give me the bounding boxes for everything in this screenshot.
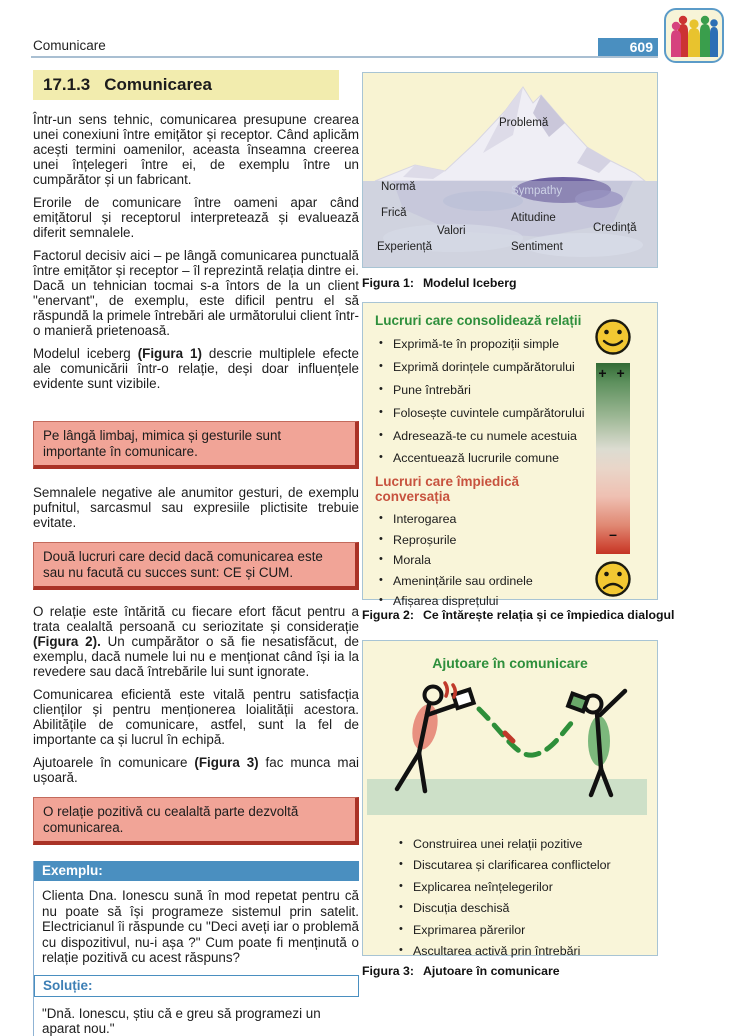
- rating-rail: [594, 313, 632, 609]
- figure2-caption: [362, 608, 674, 622]
- paragraph: Semnalele negative ale anumitor gesturi, de exemplu pufnitul, sarcasmul sau expresiile plictisite trebuie evitate.: [33, 485, 359, 530]
- sad-smiley-icon: [594, 560, 632, 598]
- section-number: 17.1.3: [43, 75, 91, 94]
- helpers-list: [363, 837, 657, 959]
- paragraph: [33, 604, 359, 679]
- paragraph: Factorul decisiv aici – pe lângă comunicarea punctuală între emițător și receptor – îl reprezintă relația dintre ei. Dacă un tehnician tocmai s-a întors de la un client "enervant", de exemplu, este dificil pentru el să răspundă la primele întrebări ale următorului client într-o manieră prietenoasă.: [33, 248, 359, 338]
- figure-reference: (Figura 1): [137, 346, 202, 361]
- list-item: • Accentuează lucrurile comune: [379, 451, 587, 465]
- figure3-caption: [362, 964, 560, 978]
- figure3-caption-label: Figura 3:: [362, 964, 414, 978]
- callout-box: O relație pozitivă cu cealaltă parte dezvoltă comunicarea.: [33, 797, 359, 845]
- figure1-caption: [362, 276, 517, 290]
- left-column: [33, 70, 359, 1036]
- positive-list: [363, 337, 587, 466]
- figure3-helpers-box: [362, 640, 658, 956]
- paragraph-text: Un cumpărător o să fie nesatisfăcut, de exemplu, dacă numele lui nu e menționat când își ia la revedere sau dacă întrebările lui sunt ignorate.: [33, 634, 359, 679]
- paragraph-text: descrie multiplele efecte ale comunicării într-o relație, deși doar influențele evidente sunt vizibile.: [33, 346, 359, 391]
- list-item: • Adresează-te cu numele acestuia: [379, 429, 587, 443]
- positive-negative-scale: [596, 363, 630, 554]
- list-item: • Construirea unei relații pozitive: [399, 837, 657, 852]
- solution-header: Soluție:: [34, 975, 359, 997]
- list-item: • Ascultarea activă prin întrebări: [399, 944, 657, 959]
- list-item: • Afișarea disprețului: [379, 594, 587, 608]
- example-header: Exemplu:: [34, 861, 359, 881]
- plus-label: + +: [598, 365, 628, 381]
- paragraph: [33, 755, 359, 785]
- paragraph-text: O relație este întărită cu fiecare efort făcut pentru a trata cealaltă persoană cu seriozitate și considerație: [33, 604, 359, 634]
- list-item: • Exprimă dorințele cumpărătorului: [379, 360, 587, 374]
- callout-box: Pe lângă limbaj, mimica și gesturile sunt importante în comunicare.: [33, 421, 359, 469]
- figure3-caption-text: Ajutoare în comunicare: [422, 964, 560, 978]
- figure1-caption-label: Figura 1:: [362, 276, 414, 290]
- paragraph-text: Modelul iceberg: [33, 346, 138, 361]
- callout-box: Două lucruri care decid dacă comunicarea este sau nu facută cu succes sunt: CE și CUM.: [33, 542, 359, 590]
- iceberg-label-problema: Problemă: [499, 117, 549, 129]
- paragraph-text: Ajutoarele în comunicare: [33, 755, 195, 770]
- iceberg-label-sentiment: Sentiment: [511, 241, 563, 253]
- solution-text: "Dnă. Ionescu, știu că e greu să programezi un aparat nou.": [42, 1005, 321, 1036]
- figure2-relationship-box: [362, 302, 658, 608]
- positive-heading: Lucruri care consolidează relații: [375, 313, 582, 328]
- list-item: • Exprimă-te în propoziții simple: [379, 337, 587, 351]
- paragraph: [33, 346, 359, 391]
- iceberg-label-experienta: Experiență: [377, 241, 432, 253]
- figure-reference: (Figura 2).: [33, 634, 101, 649]
- list-item: • Morala: [379, 553, 587, 567]
- list-item: • Discutarea și clarificarea conflictelor: [399, 858, 657, 873]
- list-item: • Pune întrebări: [379, 383, 587, 397]
- list-item: • Folosește cuvintele cumpărătorului: [379, 406, 587, 420]
- figure2-caption-text: Ce întărește relația și ce împiedica dialogul: [422, 608, 675, 622]
- header-divider: [31, 56, 658, 58]
- tin-can-phone-illustration: [367, 675, 653, 825]
- list-item: • Amenințările sau ordinele: [379, 574, 587, 588]
- list-item: • Discuția deschisă: [399, 901, 657, 916]
- people-group-icon: [669, 13, 719, 59]
- iceberg-label-norma: Normă: [381, 181, 416, 193]
- figure1-iceberg: [362, 72, 658, 268]
- example-body: Clienta Dna. Ionescu sună în mod repetat pentru că nu poate să își programeze sistemul prin satelit. Electricianul îi răspunde cu "Deci aveți iar o problemă cu dispozitivul, nu-i așa ?" Cum poate fi menținută o relație pozitivă cu acest răspuns?: [42, 888, 359, 965]
- happy-smiley-icon: [594, 318, 632, 356]
- paragraph: Într-un sens tehnic, comunicarea presupune crearea unei conexiuni între emițător și receptor. Când aplicăm acești termini oamenilor, aceasta înseamna creerea unei înțelegeri între ei, de exemplu între un cumpărător și un fabricant.: [33, 112, 359, 187]
- minus-label: –: [609, 526, 617, 542]
- iceberg-label-sympathy: Sympathy: [511, 185, 563, 197]
- page-number-badge: 609: [598, 38, 658, 56]
- list-item: • Reproșurile: [379, 533, 587, 547]
- figure2-caption-label: Figura 2:: [362, 608, 414, 622]
- section-title-text: Comunicarea: [104, 75, 212, 94]
- paragraph: Comunicarea eficientă este vitală pentru satisfacția clienților și pentru menționerea loialității acestora. Abilitățile de comunicare, astfel, sunt la fel de importante ca și lucrul în echipă.: [33, 687, 359, 747]
- figure1-caption-text: Modelul Iceberg: [422, 276, 517, 290]
- list-item: • Exprimarea părerilor: [399, 923, 657, 938]
- people-group-logo: [664, 8, 724, 63]
- chapter-label: Comunicare: [33, 38, 106, 53]
- figure3-title: Ajutoare în comunicare: [432, 655, 588, 671]
- iceberg-label-valori: Valori: [437, 225, 466, 237]
- list-item: • Explicarea neînțelegerilor: [399, 880, 657, 895]
- iceberg-label-atitudine: Atitudine: [511, 212, 556, 224]
- negative-heading: Lucruri care împiedică conversația: [375, 474, 520, 505]
- iceberg-label-frica: Frică: [381, 207, 407, 219]
- section-title: [33, 70, 339, 100]
- iceberg-illustration: [363, 73, 657, 267]
- list-item: • Interogarea: [379, 512, 587, 526]
- paragraph-text: fac munca mai ușoară.: [33, 755, 359, 785]
- example-block: [33, 861, 359, 1036]
- paragraph: Erorile de comunicare între oameni apar când emițătorul și receptorul interpretează și evaluează diferit semnalele.: [33, 195, 359, 240]
- negative-list: [363, 512, 587, 608]
- figure-reference: (Figura 3): [194, 755, 259, 770]
- iceberg-label-credinta: Credință: [593, 222, 637, 234]
